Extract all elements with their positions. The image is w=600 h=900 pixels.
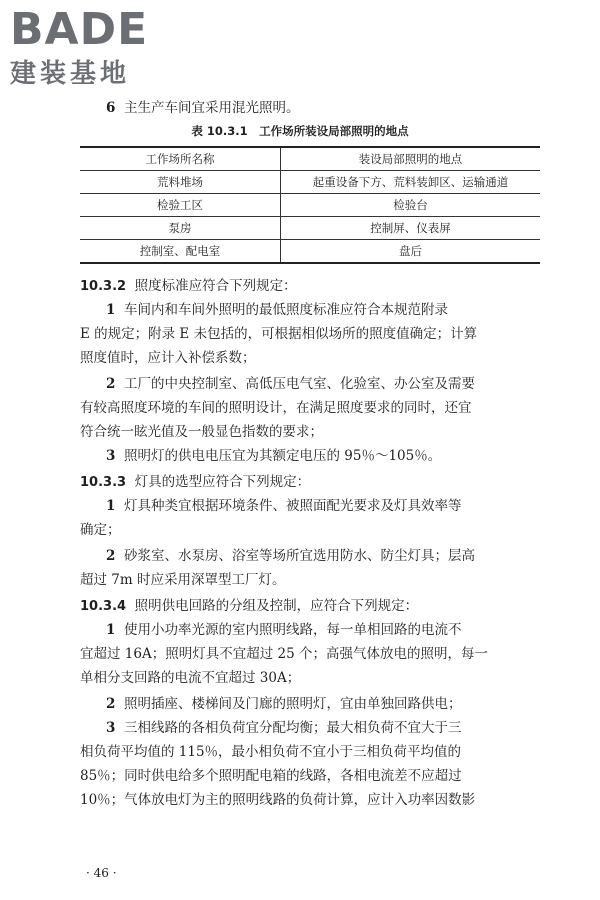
item-number: 2: [106, 548, 116, 564]
clause-line: 宜超过 16A；照明灯具不宜超过 25 个；高强气体放电的照明，每一: [80, 646, 488, 662]
clause-line: 超过 7m 时应采用深罩型工厂灯。: [80, 572, 286, 588]
column-header: 装设局部照明的地点: [281, 147, 541, 171]
clause-line: [106, 620, 462, 640]
item-text: 砂浆室、水泵房、浴室等场所宜选用防水、防尘灯具；层高: [124, 548, 475, 564]
item-number: 1: [106, 622, 116, 638]
item-number: 1: [106, 302, 116, 318]
clause-line: 照度值时，应计入补偿系数；: [80, 350, 256, 366]
section-title: 照明供电回路的分组及控制，应符合下列规定：: [134, 598, 419, 614]
table-cell: 控制室、配电室: [80, 240, 281, 264]
bade-logo: [10, 6, 180, 96]
section-number: 10.3.3: [80, 475, 127, 490]
table-row: [80, 194, 540, 217]
item-number: 6: [106, 100, 116, 116]
clause-line: [106, 300, 448, 320]
item-text: 灯具种类宜根据环境条件、被照面配光要求及灯具效率等: [124, 498, 462, 514]
item-number: 1: [106, 498, 116, 514]
clause-line: E 的规定；附录 E 未包括的，可根据相似场所的照度值确定；计算: [80, 326, 478, 342]
clause-line: 85％；同时供电给多个照明配电箱的线路，各相电流差不应超过: [80, 768, 462, 784]
section-title: 灯具的选型应符合下列规定：: [134, 474, 311, 490]
clause-line: 单相分支回路的电流不宜超过 30A；: [80, 670, 301, 686]
table-row: [80, 217, 540, 240]
item-text: 三相线路的各相负荷宜分配均衡；最大相负荷不宜大于三: [124, 720, 462, 736]
item-number: 2: [106, 376, 116, 392]
table-cell: 泵房: [80, 217, 281, 240]
clause-line: 有较高照度环境的车间的照明设计，在满足照度要求的同时，还宜: [80, 400, 472, 416]
column-header: 工作场所名称: [80, 147, 281, 171]
table-header-row: [80, 147, 540, 171]
item-number: 2: [106, 696, 116, 712]
table-row: [80, 171, 540, 194]
item-number: 3: [106, 720, 116, 736]
clause-line: 确定；: [80, 522, 121, 538]
clause-line: [106, 718, 462, 738]
clause-line: [106, 496, 462, 516]
table-row: [80, 240, 540, 264]
section-heading: [80, 596, 418, 617]
table-cell: 起重设备下方、荒料装卸区、运输通道: [281, 171, 541, 194]
item-text: 工厂的中央控制室、高低压电气室、化验室、办公室及需要: [124, 376, 475, 392]
clause-line: 10％；气体放电灯为主的照明线路的负荷计算，应计入功率因数影: [80, 792, 476, 808]
clause-line: [106, 446, 441, 466]
logo-wordmark: BADE: [10, 4, 149, 55]
logo-subtitle: 建装基地: [10, 59, 131, 89]
clause-line: [106, 374, 475, 394]
clause-line: [106, 546, 475, 566]
section-heading: [80, 276, 297, 297]
table-cell: 控制屏、仪表屏: [281, 217, 541, 240]
clause-line: 符合统一眩光值及一般显色指数的要求；: [80, 424, 323, 440]
item-text: 使用小功率光源的室内照明线路，每一单相回路的电流不: [124, 622, 462, 638]
section-heading: [80, 472, 310, 493]
intro-item: [106, 98, 300, 118]
section-number: 10.3.4: [80, 599, 127, 614]
item-text: 车间内和车间外照明的最低照度标准应符合本规范附录: [124, 302, 448, 318]
clause-line: [106, 694, 462, 714]
section-number: 10.3.2: [80, 279, 127, 294]
clause-line: 相负荷平均值的 115％，最小相负荷不宜小于三相负荷平均值的: [80, 744, 462, 760]
table-cell: 盘后: [281, 240, 541, 264]
item-number: 3: [106, 448, 116, 464]
table-caption: 表 10.3.1 工作场所装设局部照明的地点: [191, 124, 409, 138]
item-text: 照明插座、楼梯间及门廊的照明灯，宜由单独回路供电；: [124, 696, 462, 712]
section-title: 照度标准应符合下列规定：: [134, 278, 297, 294]
table-cell: 荒料堆场: [80, 171, 281, 194]
table-cell: 检验工区: [80, 194, 281, 217]
table-cell: 检验台: [281, 194, 541, 217]
item-text: 照明灯的供电电压宜为其额定电压的 95％～105％。: [124, 448, 442, 464]
page-number: · 46 ·: [86, 866, 117, 880]
item-text: 主生产车间宜采用混光照明。: [124, 100, 300, 116]
locations-table: [80, 146, 540, 264]
